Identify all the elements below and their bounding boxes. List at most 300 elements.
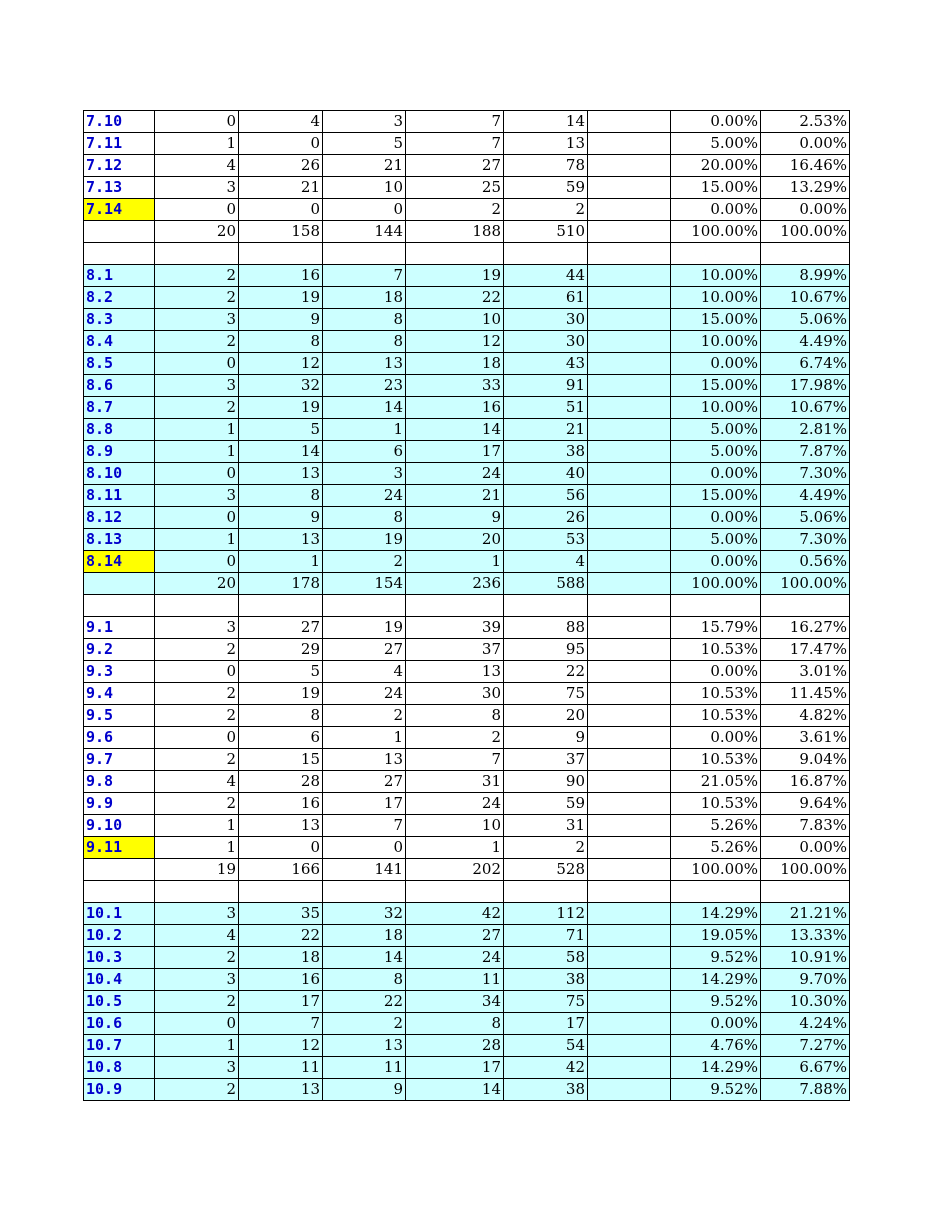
cell-col-total[interactable]: 58	[504, 947, 588, 969]
cell-col-d[interactable]: 31	[406, 771, 504, 793]
cell-col-pct-a[interactable]: 10.00%	[671, 287, 761, 309]
row-label[interactable]: 9.7	[84, 749, 155, 771]
cell-col-b[interactable]: 11	[239, 1057, 323, 1079]
cell-col-a[interactable]: 0	[155, 463, 239, 485]
cell-col-total[interactable]: 13	[504, 133, 588, 155]
cell-col-total[interactable]: 14	[504, 111, 588, 133]
cell-col-total[interactable]: 40	[504, 463, 588, 485]
cell-col-a[interactable]: 3	[155, 485, 239, 507]
cell-col-empty[interactable]	[588, 507, 671, 529]
cell-col-d[interactable]: 37	[406, 639, 504, 661]
cell-col-b[interactable]: 14	[239, 441, 323, 463]
cell-col-a[interactable]: 2	[155, 265, 239, 287]
cell-col-b[interactable]: 19	[239, 683, 323, 705]
cell-col-pct-a[interactable]: 14.29%	[671, 1057, 761, 1079]
cell-col-a[interactable]: 2	[155, 639, 239, 661]
cell-col-total[interactable]: 91	[504, 375, 588, 397]
cell-col-empty[interactable]	[588, 639, 671, 661]
row-label[interactable]: 10.4	[84, 969, 155, 991]
cell-col-a[interactable]: 20	[155, 573, 239, 595]
cell-col-total[interactable]: 75	[504, 683, 588, 705]
cell-col-empty[interactable]	[588, 463, 671, 485]
row-label[interactable]: 10.8	[84, 1057, 155, 1079]
cell-col-a[interactable]: 0	[155, 199, 239, 221]
cell-col-pct-b[interactable]: 4.49%	[761, 485, 850, 507]
cell-col-pct-a[interactable]: 15.00%	[671, 375, 761, 397]
cell-col-d[interactable]: 24	[406, 793, 504, 815]
cell-col-c[interactable]: 8	[323, 331, 406, 353]
cell-col-pct-b[interactable]: 21.21%	[761, 903, 850, 925]
row-label[interactable]: 10.9	[84, 1079, 155, 1101]
cell-col-c[interactable]: 19	[323, 529, 406, 551]
cell-col-pct-a[interactable]: 10.53%	[671, 749, 761, 771]
row-label[interactable]	[84, 243, 155, 265]
cell-col-pct-a[interactable]: 0.00%	[671, 661, 761, 683]
cell-col-a[interactable]: 2	[155, 683, 239, 705]
cell-col-pct-a[interactable]: 5.26%	[671, 815, 761, 837]
cell-col-c[interactable]: 2	[323, 1013, 406, 1035]
cell-col-pct-a[interactable]: 100.00%	[671, 573, 761, 595]
cell-col-total[interactable]: 17	[504, 1013, 588, 1035]
cell-col-b[interactable]: 166	[239, 859, 323, 881]
cell-col-pct-b[interactable]: 9.04%	[761, 749, 850, 771]
cell-col-empty[interactable]	[588, 529, 671, 551]
cell-col-pct-b[interactable]: 100.00%	[761, 859, 850, 881]
cell-col-c[interactable]: 8	[323, 309, 406, 331]
row-label[interactable]: 7.11	[84, 133, 155, 155]
cell-col-a[interactable]	[155, 881, 239, 903]
cell-col-d[interactable]: 34	[406, 991, 504, 1013]
cell-col-total[interactable]: 43	[504, 353, 588, 375]
cell-col-b[interactable]: 17	[239, 991, 323, 1013]
row-label[interactable]: 10.7	[84, 1035, 155, 1057]
cell-col-a[interactable]: 0	[155, 661, 239, 683]
cell-col-empty[interactable]	[588, 573, 671, 595]
cell-col-empty[interactable]	[588, 485, 671, 507]
cell-col-c[interactable]: 24	[323, 683, 406, 705]
cell-col-a[interactable]	[155, 595, 239, 617]
cell-col-pct-a[interactable]: 19.05%	[671, 925, 761, 947]
row-label[interactable]: 8.14	[84, 551, 155, 573]
cell-col-pct-a[interactable]: 9.52%	[671, 947, 761, 969]
row-label[interactable]: 8.5	[84, 353, 155, 375]
cell-col-c[interactable]	[323, 881, 406, 903]
cell-col-b[interactable]: 29	[239, 639, 323, 661]
cell-col-a[interactable]: 1	[155, 529, 239, 551]
cell-col-a[interactable]: 19	[155, 859, 239, 881]
cell-col-c[interactable]: 4	[323, 661, 406, 683]
cell-col-a[interactable]: 2	[155, 1079, 239, 1101]
cell-col-pct-b[interactable]: 8.99%	[761, 265, 850, 287]
cell-col-total[interactable]	[504, 243, 588, 265]
cell-col-c[interactable]: 11	[323, 1057, 406, 1079]
cell-col-b[interactable]: 158	[239, 221, 323, 243]
cell-col-c[interactable]: 14	[323, 947, 406, 969]
cell-col-d[interactable]: 9	[406, 507, 504, 529]
cell-col-total[interactable]: 2	[504, 837, 588, 859]
cell-col-d[interactable]: 236	[406, 573, 504, 595]
cell-col-empty[interactable]	[588, 595, 671, 617]
row-label[interactable]: 9.10	[84, 815, 155, 837]
cell-col-pct-b[interactable]: 4.82%	[761, 705, 850, 727]
cell-col-c[interactable]: 141	[323, 859, 406, 881]
cell-col-pct-b[interactable]: 7.30%	[761, 463, 850, 485]
cell-col-pct-a[interactable]: 21.05%	[671, 771, 761, 793]
cell-col-pct-a[interactable]: 0.00%	[671, 507, 761, 529]
cell-col-c[interactable]: 6	[323, 441, 406, 463]
cell-col-b[interactable]	[239, 595, 323, 617]
cell-col-pct-b[interactable]: 9.64%	[761, 793, 850, 815]
cell-col-c[interactable]: 22	[323, 991, 406, 1013]
row-label[interactable]: 8.3	[84, 309, 155, 331]
cell-col-pct-b[interactable]	[761, 243, 850, 265]
cell-col-empty[interactable]	[588, 1057, 671, 1079]
cell-col-c[interactable]: 7	[323, 815, 406, 837]
cell-col-b[interactable]: 1	[239, 551, 323, 573]
row-label[interactable]	[84, 859, 155, 881]
cell-col-d[interactable]: 188	[406, 221, 504, 243]
cell-col-empty[interactable]	[588, 243, 671, 265]
cell-col-pct-a[interactable]: 15.00%	[671, 177, 761, 199]
cell-col-empty[interactable]	[588, 221, 671, 243]
row-label[interactable]: 9.11	[84, 837, 155, 859]
row-label[interactable]	[84, 221, 155, 243]
cell-col-a[interactable]: 3	[155, 903, 239, 925]
cell-col-c[interactable]: 0	[323, 199, 406, 221]
cell-col-pct-b[interactable]: 4.49%	[761, 331, 850, 353]
cell-col-d[interactable]: 20	[406, 529, 504, 551]
cell-col-pct-b[interactable]: 13.33%	[761, 925, 850, 947]
cell-col-d[interactable]: 7	[406, 111, 504, 133]
cell-col-d[interactable]: 8	[406, 705, 504, 727]
cell-col-c[interactable]: 13	[323, 749, 406, 771]
cell-col-a[interactable]	[155, 243, 239, 265]
cell-col-total[interactable]: 21	[504, 419, 588, 441]
cell-col-b[interactable]: 35	[239, 903, 323, 925]
cell-col-c[interactable]	[323, 595, 406, 617]
cell-col-b[interactable]: 8	[239, 705, 323, 727]
cell-col-total[interactable]: 20	[504, 705, 588, 727]
cell-col-b[interactable]: 32	[239, 375, 323, 397]
cell-col-pct-a[interactable]: 10.53%	[671, 705, 761, 727]
cell-col-a[interactable]: 0	[155, 551, 239, 573]
cell-col-a[interactable]: 3	[155, 617, 239, 639]
row-label[interactable]: 9.5	[84, 705, 155, 727]
cell-col-a[interactable]: 1	[155, 1035, 239, 1057]
cell-col-empty[interactable]	[588, 859, 671, 881]
cell-col-d[interactable]	[406, 595, 504, 617]
cell-col-d[interactable]: 1	[406, 837, 504, 859]
cell-col-b[interactable]: 5	[239, 419, 323, 441]
cell-col-d[interactable]: 25	[406, 177, 504, 199]
cell-col-empty[interactable]	[588, 727, 671, 749]
cell-col-d[interactable]: 16	[406, 397, 504, 419]
cell-col-a[interactable]: 4	[155, 155, 239, 177]
cell-col-b[interactable]: 13	[239, 815, 323, 837]
cell-col-total[interactable]: 588	[504, 573, 588, 595]
cell-col-b[interactable]: 6	[239, 727, 323, 749]
cell-col-empty[interactable]	[588, 837, 671, 859]
cell-col-empty[interactable]	[588, 155, 671, 177]
cell-col-c[interactable]: 13	[323, 1035, 406, 1057]
cell-col-pct-b[interactable]: 17.47%	[761, 639, 850, 661]
cell-col-b[interactable]: 0	[239, 133, 323, 155]
cell-col-b[interactable]: 13	[239, 1079, 323, 1101]
cell-col-total[interactable]: 59	[504, 793, 588, 815]
cell-col-d[interactable]: 13	[406, 661, 504, 683]
cell-col-d[interactable]: 24	[406, 947, 504, 969]
cell-col-d[interactable]: 202	[406, 859, 504, 881]
cell-col-b[interactable]: 0	[239, 837, 323, 859]
cell-col-pct-b[interactable]: 10.91%	[761, 947, 850, 969]
cell-col-c[interactable]: 5	[323, 133, 406, 155]
cell-col-b[interactable]: 16	[239, 969, 323, 991]
cell-col-pct-b[interactable]: 0.56%	[761, 551, 850, 573]
cell-col-b[interactable]: 13	[239, 463, 323, 485]
cell-col-empty[interactable]	[588, 177, 671, 199]
row-label[interactable]: 9.3	[84, 661, 155, 683]
cell-col-d[interactable]: 27	[406, 155, 504, 177]
cell-col-a[interactable]: 2	[155, 705, 239, 727]
cell-col-empty[interactable]	[588, 661, 671, 683]
cell-col-b[interactable]: 19	[239, 287, 323, 309]
cell-col-pct-b[interactable]: 16.87%	[761, 771, 850, 793]
cell-col-total[interactable]: 88	[504, 617, 588, 639]
cell-col-b[interactable]: 26	[239, 155, 323, 177]
cell-col-d[interactable]: 28	[406, 1035, 504, 1057]
row-label[interactable]: 8.8	[84, 419, 155, 441]
cell-col-total[interactable]: 53	[504, 529, 588, 551]
cell-col-pct-b[interactable]: 17.98%	[761, 375, 850, 397]
cell-col-pct-b[interactable]: 6.74%	[761, 353, 850, 375]
cell-col-a[interactable]: 1	[155, 837, 239, 859]
cell-col-pct-b[interactable]: 2.53%	[761, 111, 850, 133]
cell-col-total[interactable]: 44	[504, 265, 588, 287]
cell-col-pct-b[interactable]: 5.06%	[761, 309, 850, 331]
cell-col-c[interactable]: 18	[323, 925, 406, 947]
cell-col-pct-a[interactable]: 0.00%	[671, 1013, 761, 1035]
cell-col-c[interactable]: 27	[323, 771, 406, 793]
cell-col-empty[interactable]	[588, 551, 671, 573]
cell-col-empty[interactable]	[588, 683, 671, 705]
row-label[interactable]: 10.1	[84, 903, 155, 925]
row-label[interactable]	[84, 881, 155, 903]
cell-col-pct-b[interactable]: 11.45%	[761, 683, 850, 705]
cell-col-c[interactable]: 2	[323, 705, 406, 727]
cell-col-total[interactable]	[504, 595, 588, 617]
cell-col-b[interactable]: 22	[239, 925, 323, 947]
cell-col-c[interactable]: 21	[323, 155, 406, 177]
cell-col-d[interactable]: 1	[406, 551, 504, 573]
cell-col-a[interactable]: 2	[155, 793, 239, 815]
cell-col-empty[interactable]	[588, 881, 671, 903]
cell-col-pct-a[interactable]: 5.00%	[671, 441, 761, 463]
cell-col-total[interactable]: 4	[504, 551, 588, 573]
cell-col-pct-b[interactable]: 0.00%	[761, 133, 850, 155]
cell-col-empty[interactable]	[588, 1079, 671, 1101]
cell-col-total[interactable]: 75	[504, 991, 588, 1013]
cell-col-c[interactable]: 154	[323, 573, 406, 595]
row-label[interactable]: 8.1	[84, 265, 155, 287]
cell-col-b[interactable]: 27	[239, 617, 323, 639]
cell-col-d[interactable]: 21	[406, 485, 504, 507]
cell-col-pct-a[interactable]: 15.79%	[671, 617, 761, 639]
cell-col-empty[interactable]	[588, 331, 671, 353]
cell-col-a[interactable]: 20	[155, 221, 239, 243]
cell-col-pct-a[interactable]: 5.00%	[671, 419, 761, 441]
row-label[interactable]: 8.13	[84, 529, 155, 551]
cell-col-pct-b[interactable]: 100.00%	[761, 221, 850, 243]
cell-col-c[interactable]: 2	[323, 551, 406, 573]
cell-col-c[interactable]: 7	[323, 265, 406, 287]
cell-col-a[interactable]: 3	[155, 969, 239, 991]
cell-col-a[interactable]: 2	[155, 287, 239, 309]
cell-col-pct-b[interactable]: 0.00%	[761, 199, 850, 221]
cell-col-total[interactable]: 37	[504, 749, 588, 771]
cell-col-c[interactable]: 0	[323, 837, 406, 859]
cell-col-d[interactable]: 8	[406, 1013, 504, 1035]
cell-col-empty[interactable]	[588, 1013, 671, 1035]
row-label[interactable]: 8.10	[84, 463, 155, 485]
cell-col-pct-a[interactable]: 20.00%	[671, 155, 761, 177]
cell-col-empty[interactable]	[588, 793, 671, 815]
cell-col-a[interactable]: 1	[155, 133, 239, 155]
cell-col-pct-a[interactable]	[671, 881, 761, 903]
row-label[interactable]: 8.2	[84, 287, 155, 309]
cell-col-pct-a[interactable]: 0.00%	[671, 111, 761, 133]
row-label[interactable]: 9.8	[84, 771, 155, 793]
cell-col-total[interactable]: 528	[504, 859, 588, 881]
cell-col-b[interactable]: 16	[239, 265, 323, 287]
cell-col-pct-a[interactable]	[671, 595, 761, 617]
cell-col-d[interactable]: 2	[406, 199, 504, 221]
cell-col-total[interactable]: 38	[504, 441, 588, 463]
cell-col-pct-a[interactable]: 100.00%	[671, 221, 761, 243]
cell-col-a[interactable]: 2	[155, 991, 239, 1013]
row-label[interactable]: 8.11	[84, 485, 155, 507]
cell-col-d[interactable]: 11	[406, 969, 504, 991]
cell-col-total[interactable]: 95	[504, 639, 588, 661]
cell-col-c[interactable]: 1	[323, 727, 406, 749]
cell-col-c[interactable]: 8	[323, 507, 406, 529]
cell-col-a[interactable]: 4	[155, 771, 239, 793]
cell-col-c[interactable]: 14	[323, 397, 406, 419]
cell-col-c[interactable]: 1	[323, 419, 406, 441]
cell-col-d[interactable]: 17	[406, 441, 504, 463]
row-label[interactable]: 8.9	[84, 441, 155, 463]
cell-col-total[interactable]: 26	[504, 507, 588, 529]
cell-col-empty[interactable]	[588, 771, 671, 793]
cell-col-c[interactable]: 27	[323, 639, 406, 661]
cell-col-b[interactable]: 4	[239, 111, 323, 133]
cell-col-d[interactable]: 42	[406, 903, 504, 925]
cell-col-pct-a[interactable]: 0.00%	[671, 727, 761, 749]
cell-col-a[interactable]: 0	[155, 111, 239, 133]
row-label[interactable]: 8.12	[84, 507, 155, 529]
cell-col-a[interactable]: 2	[155, 749, 239, 771]
cell-col-b[interactable]	[239, 243, 323, 265]
cell-col-total[interactable]: 30	[504, 331, 588, 353]
cell-col-empty[interactable]	[588, 925, 671, 947]
cell-col-d[interactable]: 7	[406, 133, 504, 155]
cell-col-pct-a[interactable]: 0.00%	[671, 551, 761, 573]
cell-col-pct-a[interactable]: 10.53%	[671, 639, 761, 661]
cell-col-total[interactable]	[504, 881, 588, 903]
cell-col-b[interactable]: 19	[239, 397, 323, 419]
cell-col-total[interactable]: 56	[504, 485, 588, 507]
cell-col-total[interactable]: 61	[504, 287, 588, 309]
row-label[interactable]	[84, 595, 155, 617]
cell-col-d[interactable]: 33	[406, 375, 504, 397]
cell-col-pct-a[interactable]: 9.52%	[671, 991, 761, 1013]
cell-col-b[interactable]: 15	[239, 749, 323, 771]
cell-col-pct-b[interactable]: 2.81%	[761, 419, 850, 441]
cell-col-d[interactable]: 27	[406, 925, 504, 947]
cell-col-b[interactable]: 12	[239, 1035, 323, 1057]
cell-col-d[interactable]: 17	[406, 1057, 504, 1079]
cell-col-empty[interactable]	[588, 969, 671, 991]
cell-col-pct-b[interactable]: 4.24%	[761, 1013, 850, 1035]
cell-col-a[interactable]: 2	[155, 947, 239, 969]
cell-col-a[interactable]: 0	[155, 727, 239, 749]
cell-col-pct-b[interactable]: 10.30%	[761, 991, 850, 1013]
cell-col-c[interactable]: 144	[323, 221, 406, 243]
cell-col-empty[interactable]	[588, 1035, 671, 1057]
cell-col-d[interactable]: 10	[406, 815, 504, 837]
row-label[interactable]: 8.7	[84, 397, 155, 419]
cell-col-total[interactable]: 54	[504, 1035, 588, 1057]
cell-col-pct-a[interactable]: 0.00%	[671, 463, 761, 485]
cell-col-pct-a[interactable]: 9.52%	[671, 1079, 761, 1101]
cell-col-c[interactable]: 23	[323, 375, 406, 397]
cell-col-total[interactable]: 51	[504, 397, 588, 419]
cell-col-b[interactable]: 16	[239, 793, 323, 815]
cell-col-empty[interactable]	[588, 309, 671, 331]
cell-col-empty[interactable]	[588, 419, 671, 441]
cell-col-empty[interactable]	[588, 947, 671, 969]
cell-col-d[interactable]	[406, 243, 504, 265]
cell-col-total[interactable]: 42	[504, 1057, 588, 1079]
cell-col-c[interactable]	[323, 243, 406, 265]
cell-col-total[interactable]: 90	[504, 771, 588, 793]
cell-col-pct-a[interactable]: 10.53%	[671, 683, 761, 705]
cell-col-pct-b[interactable]	[761, 881, 850, 903]
cell-col-b[interactable]: 178	[239, 573, 323, 595]
row-label[interactable]: 10.2	[84, 925, 155, 947]
cell-col-total[interactable]: 78	[504, 155, 588, 177]
row-label[interactable]: 7.14	[84, 199, 155, 221]
row-label[interactable]: 10.5	[84, 991, 155, 1013]
cell-col-pct-b[interactable]: 7.83%	[761, 815, 850, 837]
cell-col-d[interactable]: 14	[406, 1079, 504, 1101]
cell-col-empty[interactable]	[588, 133, 671, 155]
cell-col-d[interactable]: 30	[406, 683, 504, 705]
cell-col-c[interactable]: 17	[323, 793, 406, 815]
cell-col-empty[interactable]	[588, 749, 671, 771]
row-label[interactable]: 10.6	[84, 1013, 155, 1035]
cell-col-pct-a[interactable]: 5.00%	[671, 133, 761, 155]
cell-col-c[interactable]: 32	[323, 903, 406, 925]
cell-col-empty[interactable]	[588, 903, 671, 925]
cell-col-d[interactable]: 22	[406, 287, 504, 309]
cell-col-d[interactable]: 10	[406, 309, 504, 331]
cell-col-pct-a[interactable]: 10.00%	[671, 397, 761, 419]
cell-col-pct-b[interactable]: 13.29%	[761, 177, 850, 199]
cell-col-b[interactable]: 21	[239, 177, 323, 199]
cell-col-b[interactable]: 0	[239, 199, 323, 221]
cell-col-total[interactable]: 510	[504, 221, 588, 243]
cell-col-total[interactable]: 38	[504, 1079, 588, 1101]
